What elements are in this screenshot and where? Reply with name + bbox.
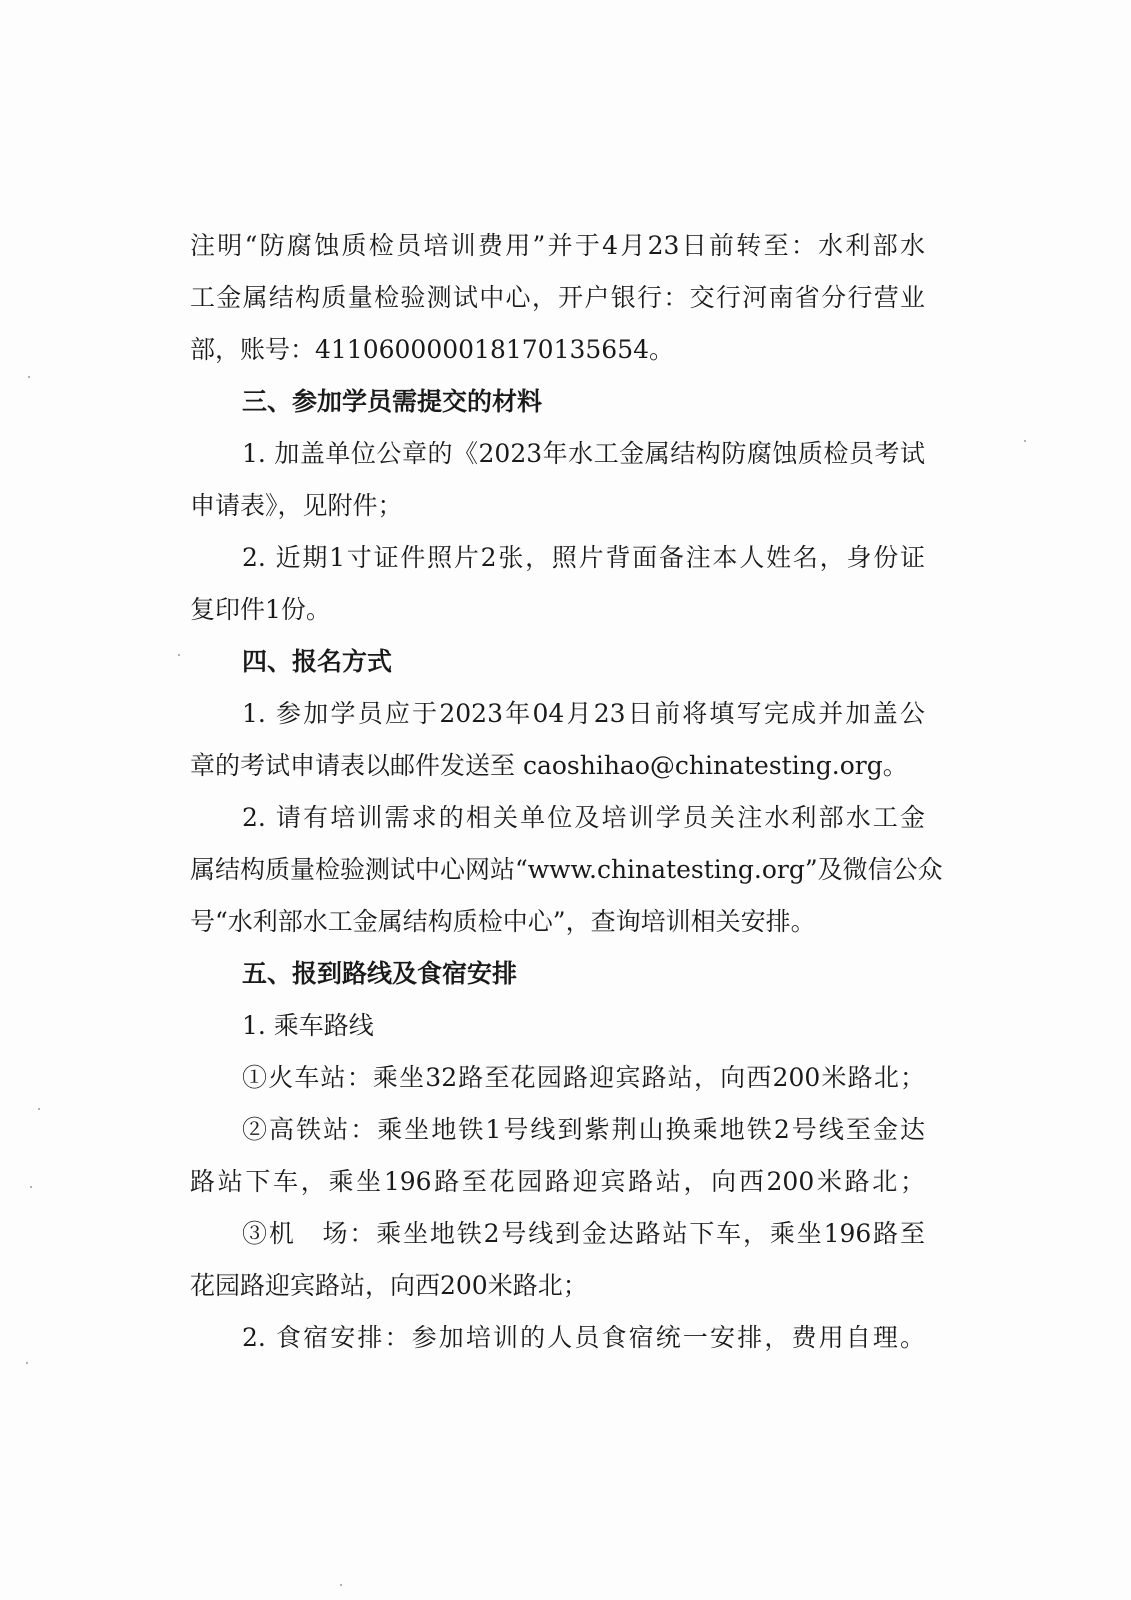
paragraph-line: 花园路迎宾路站，向西200米路北；	[190, 1271, 588, 1300]
paragraph-line: 路站下车，乘坐196路至花园路迎宾路站，向西200米路北；	[190, 1167, 925, 1196]
scan-speck	[340, 1584, 342, 1586]
paragraph-line: 章的考试申请表以邮件发送至 caoshihao@chinatesting.org。	[190, 751, 908, 780]
paragraph-line: ②高铁站：乘坐地铁1号线到紫荆山换乘地铁2号线至金达	[242, 1115, 925, 1144]
paragraph-line: 工金属结构质量检验测试中心，开户银行：交行河南省分行营业	[190, 283, 925, 312]
paragraph-line: 复印件1份。	[190, 595, 331, 624]
scan-speck	[1024, 440, 1026, 442]
paragraph-line: ③机 场：乘坐地铁2号线到金达路站下车，乘坐196路至	[242, 1219, 925, 1248]
paragraph-line: 2. 请有培训需求的相关单位及培训学员关注水利部水工金	[242, 803, 925, 832]
scan-speck	[30, 1186, 32, 1188]
scan-speck	[28, 376, 30, 378]
paragraph-line: 1. 加盖单位公章的《2023年水工金属结构防腐蚀质检员考试	[242, 439, 925, 468]
paragraph-line: 2. 食宿安排：参加培训的人员食宿统一安排，费用自理。	[242, 1323, 925, 1352]
paragraph-line: 2. 近期1寸证件照片2张，照片背面备注本人姓名，身份证	[242, 543, 925, 572]
section-heading-route-accommodation: 五、报到路线及食宿安排	[242, 959, 518, 988]
paragraph-line: 部，账号：411060000018170135654。	[190, 335, 675, 364]
section-heading-materials: 三、参加学员需提交的材料	[242, 387, 543, 416]
paragraph-line: 注明“防腐蚀质检员培训费用”并于4月23日前转至：水利部水	[190, 231, 925, 260]
scan-speck	[26, 1362, 28, 1364]
scan-speck	[178, 654, 180, 656]
paragraph-line: 申请表》，见附件；	[190, 491, 403, 520]
section-heading-registration: 四、报名方式	[242, 647, 393, 676]
paragraph-line: 1. 乘车路线	[242, 1011, 374, 1040]
paragraph-line: 属结构质量检验测试中心网站“www.chinatesting.org”及微信公众	[190, 855, 943, 884]
paragraph-line: ①火车站：乘坐32路至花园路迎宾路站，向西200米路北；	[242, 1063, 925, 1092]
paragraph-line: 1. 参加学员应于2023年04月23日前将填写完成并加盖公	[242, 699, 925, 728]
document-body	[190, 220, 943, 1364]
paragraph-line: 号“水利部水工金属结构质检中心”，查询培训相关安排。	[190, 907, 816, 936]
scan-speck	[38, 1108, 40, 1110]
